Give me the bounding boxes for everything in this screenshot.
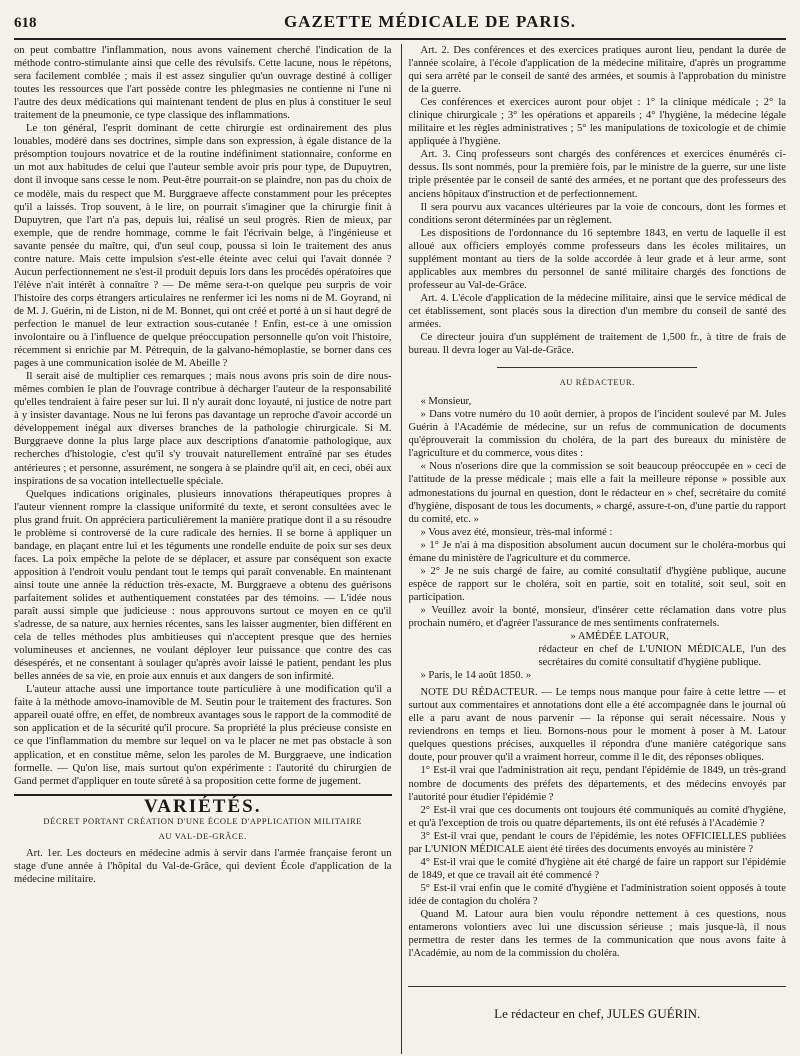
paragraph: L'auteur attache aussi une importance toute particulière à une modification qu'il a faite à la méthode amovo-inamovible de M. Seutin pour le traitement des fractures. Son appareil ouaté offre, en effet, de nombreux avantages sous le rapport de la commodité de son application et de la sécurité qu'il procure. Sa propriété la plus précieuse consiste en ce que l'inflammation du membre sur lequel on va le placer ne met pas obstacle à son application, et en constitue même, selon les paroles de M. Burggraeve, une indication formelle. — Qu'on lise, mais surtout qu'on expérimente : l'autorité du chirurgien de Gand permet d'appliquer en toute sûreté à sa proposition cette forme de jugement. [14,684,392,787]
decree-title: DÉCRET PORTANT CRÉATION D'UNE ÉCOLE D'APPLICATION MILITAIRE [43,815,363,826]
paragraph: Il serait aisé de multiplier ces remarques ; mais nous avons pris soin de dire nous-mêmes combien le plan de l'ouvrage contribue à décharger l'auteur de la responsabilité qu'elles tendraient à faire peser sur lui. Il n'y aurait donc loyauté, ni justice de notre part à y insister davantage. Nous ne lui ferons pas davantage un reproche d'avoir accordé un développement inégal aux diverses branches de la pathologie chirurgicale. Si M. Burggraeve donne la plus large place aux descriptions d'anatomie pathologique, aux recherches d'histologie, c'est qu'il s'y trouvait naturellement entraîné par ses études antérieures ; et personne, assurément, ne songera à se plaindre qu'il ait, en ceci, obéi aux inspirations de sa vocation intellectuelle spéciale. [14,371,392,487]
decree-article: Art. 1er. Les docteurs en médecine admis à servir dans l'armée française feront un stage d'une année à l'hôpital du Val-de-Grâce, qui devient École d'application de la médecine militaire. [14,847,392,885]
letter-paragraph: » Dans votre numéro du 10 août dernier, à propos de l'incident soulevé par M. Jules Guérin à l'Académie de médecine, sur un refus de communication de documents qu'éprouverait la commission du choléra, de la part des bureaux du ministère de l'agriculture et du commerce, vous dites : [408,409,786,460]
page-header [14,12,786,40]
paragraph: on peut combattre l'inflammation, nous avons vainement cherché l'indication de la méthode contro-stimulante ainsi que celle des révulsifs. Cette lacune, nous le répétons, sera facilement comblée ; mais il est assez singulier qu'un ouvrage destiné à colliger toutes les ressources que l'art possède contre les phlegmasies ne contienne ni l'une ni l'autre des deux médications qui maintenant tendent de plus en plus à constituer le seul traitement de la pneumonie, ce type classique des inflammations. [14,45,392,122]
editor-signoff: Le rédacteur en chef, JULES GUÉRIN. [408,986,786,1020]
decree-article: Ces conférences et exercices auront pour objet : 1° la clinique médicale ; 2° la clinique chirurgicale ; 3° les opérations et appareils ; 4° l'hygiène, la médecine légale militaire et les règles administratives ; 5° les manipulations de toxicologie et de chimie appliquée à l'hygiène. [408,97,786,148]
decree-article: Art. 2. Des conférences et des exercices pratiques auront lieu, pendant la durée de l'année scolaire, à l'école d'application de la médecine militaire, d'après un programme qui sera arrêté par le conseil de santé des armées, et soumis à l'approbation du ministre de la guerre. [408,45,786,96]
letter-dateline: » Paris, le 14 août 1850. » [420,670,532,682]
journal-title: GAZETTE MÉDICALE DE PARIS. [283,12,577,31]
note-closing: Quand M. Latour aura bien voulu répondre nettement à ces questions, nous entamerons volontiers avec lui une discussion sérieuse ; mais jusque-là, il nous permettra de rester dans les termes de la communication que nous avons faite à l'Académie, au nom de la commission du choléra. [408,909,786,960]
left-column [14,44,396,1054]
two-column-body [14,44,786,1054]
letter-paragraph: » Veuillez avoir la bonté, monsieur, d'insérer cette réclamation dans votre plus prochain numéro, et d'agréer l'assurance de mes sentiments confraternels. [408,604,786,629]
column-divider [401,44,402,1054]
decree-article: Les dispositions de l'ordonnance du 16 septembre 1843, en vertu de laquelle il est alloué aux officiers employés comme professeurs dans les écoles militaires, un supplément montant au tiers de la solde accordée à leur grade et à leur arme, sont applicables aux membres du personnel de santé militaire chargés des fonctions de professeur au Val-de-Grâce. [408,227,786,291]
letter-signature: » AMÉDÉE LATOUR, [570,631,669,643]
decree-article: Art. 3. Cinq professeurs sont chargés des conférences et exercices énumérés ci-dessus. Ils sont nommés, pour la première fois, par le ministre de la guerre, sur une liste triple présentée par le conseil de santé des armées, et ne portant que des professeurs des anciens hôpitaux d'instruction et de perfectionnement. [408,149,786,200]
letter-salutation: « Monsieur, [420,396,472,408]
paragraph: Le ton général, l'esprit dominant de cette chirurgie est ordinairement des plus louables, modéré dans ses doctrines, simple dans son expression, à égale distance de la présomption toujours novatrice et de la routine indéfiniment stationnaire, conforme en un mot aux habitudes de celui que l'auteur semble avoir pris pour type, de Dupuytren, dont il invoque sans cesse le nom. Peut-être pourrait-on se plaindre, non pas du choix de ce modèle, mais du respect que M. Burggraeve affecte constamment pour les préceptes qu'il a laissés. Trop souvent, à le lire, on pourrait s'imaginer que la chirurgie finit à Dupuytren, que l'art n'a pas, depuis lui, réalisé un seul progrès. Rien de mieux, par exemple, que de rendre hommage, comme le fait l'écrivain belge, à l'ingénieuse et savante pensée du maître, qui, d'un seul coup, poussa si loin le traitement des anus contre nature. Mais cette impulsion s'est-elle éteinte avec celui qui l'avait donnée ? Aucun perfectionnement ne s'est-il produit depuis lors dans les procédés opératoires que l'élève n'ait intérêt à connaître ? — De même sera-t-on quelque peu surpris de voir l'histoire des corps étrangers articulaires ne renfermer ici les noms ni de M. Goyrand, ni de M. J. Guérin, ni de Liston, ni de M. Bonnet, qui ont créé et porté à un si haut degré de perfection le manuel de leur extraction sous-cutanée ! Enfin, est-ce à une omission involontaire ou à l'influence de quelque préoccupation personnelle qu'on voit l'histoire, récemment si enrichie par M. Pétrequin, de la galvano-hémoplastie, se borner dans ces pages à une communication isolée de M. Abeille ? [14,123,392,370]
page-number: 618 [14,15,37,31]
decree-subtitle: AU VAL-DE-GRÂCE. [158,830,247,841]
letter-paragraph: » 1° Je n'ai à ma disposition absolument aucun document sur le choléra-morbus qui émane du ministère de l'agriculture et du commerce. [408,539,786,564]
note-question: 2° Est-il vrai que ces documents ont toujours été communiqués au comité d'hygiène, et qu'à l'exception de trois ou quatre départements, ils ont été refusés à l'Académie ? [408,804,786,829]
section-heading: VARIÉTÉS. [144,795,262,817]
decree-article: Ce directeur jouira d'un supplément de traitement de 1,500 fr., à titre de frais de bureau. Il devra loger au Val-de-Grâce. [408,332,786,357]
decree-article: Art. 4. L'école d'application de la médecine militaire, ainsi que le service médical de cet établissement, sont placés sous la direction d'un membre du conseil de santé des armées. [408,292,786,330]
note-question: 5° Est-il vrai enfin que le comité d'hygiène et l'administration soient opposés à toute idée de contagion du choléra ? [408,882,786,907]
varietes-section [14,794,392,843]
note-question: 4° Est-il vrai que le comité d'hygiène ait été chargé de faire un rapport sur l'épidémie de 1849, et que ce travail ait été commencé ? [408,856,786,881]
letter-paragraph: » 2° Je ne suis chargé de faire, au comité consultatif d'hygiène publique, aucune espèce de rapport sur le choléra, soit en partie, soit en totalité, soit seul, soit en participation. [408,565,786,603]
section-divider [497,367,697,368]
note-question: 3° Est-il vrai que, pendant le cours de l'épidémie, les notes OFFICIELLES publiées par L'UNION MÉDICALE aient été tirées des documents envoyés au ministère ? [408,830,786,855]
letter-paragraph: » Vous avez été, monsieur, très-mal informé : [420,526,613,538]
decree-article: Il sera pourvu aux vacances ultérieures par la voie de concours, dont les formes et conditions seront déterminées par un règlement. [408,201,786,226]
letter-quote: « Nous n'oserions dire que la commission se soit beaucoup préoccupée en » ceci de l'attitude de la presse médicale ; mais elle a fait la meilleure réponse » possible aux admonestations du journal en question, dont le rédacteur en » chef, secrétaire du comité d'hygiène, disposant de tous les documents, » chargé, assure-t-on, d'une partie du rapport du comité, etc. » [408,461,786,525]
editor-note: NOTE DU RÉDACTEUR. — Le temps nous manque pour faire à cette lettre — et surtout aux commentaires et annotations dont elle a été accompagnée dans le journal où elle a paru avant de nous parvenir — la réponse qui serait nécessaire. Nous y reviendrons en temps et lieu. Bornons-nous pour le moment à poser à M. Latour quelques questions précises, auxquelles il répondra d'une manière catégorique sans doute, pour prouver qu'il a vraiment horreur, comme il le dit, des réponses obliques. [408,687,786,764]
right-column [406,44,786,1054]
note-question: 1° Est-il vrai que l'administration ait reçu, pendant l'épidémie de 1849, un très-grand nombre de documents des préfets des départements, et des médecins envoyés par l'autorité pour étudier l'épidémie ? [408,765,786,803]
signature-title: rédacteur en chef de L'UNION MÉDICALE, l'un des secrétaires du comité consultatif d'hygiène publique. [538,644,786,669]
letter-heading: AU RÉDACTEUR. [559,377,635,388]
paragraph: Quelques indications originales, plusieurs innovations thérapeutiques propres à l'auteur viennent rompre la classique uniformité du texte, et seront consultées avec le plus grand fruit. On appréciera particulièrement la manière pratique dont il a su résoudre le problème si controversé de la cure radicale des hernies. Il se borne à appliquer un bandage, en plaçant entre lui et les téguments une rondelle enduite de poix sur ses deux faces. La poix empêche la pelote de se déplacer, et assure par conséquent son exacte apposition à l'endroit voulu pendant tout le temps qui paraît convenable. En maintenant ainsi toute une année la réduction très-exacte, M. Burggraeve a obtenu des guérisons parfaitement solides et authentiquement constatées par des témoins. — L'idée nous paraît aussi simple que judicieuse : nous approuvons surtout ce moyen en ce qu'il s'adresse, de sa nature, aux hernies récentes, sans les laisser augmenter, bien différent en cela de telles méthodes plus ambitieuses qui n'acceptent presque que des hernies volumineuses et anciennes, ne voulant déployer leur puissance que contre des cas désespérés, et ne consentant à soulager qu'après avoir laissé le patient, pendant les plus belles années de sa vie, en proie aux ennuis et aux dangers de son infirmité. [14,488,392,683]
